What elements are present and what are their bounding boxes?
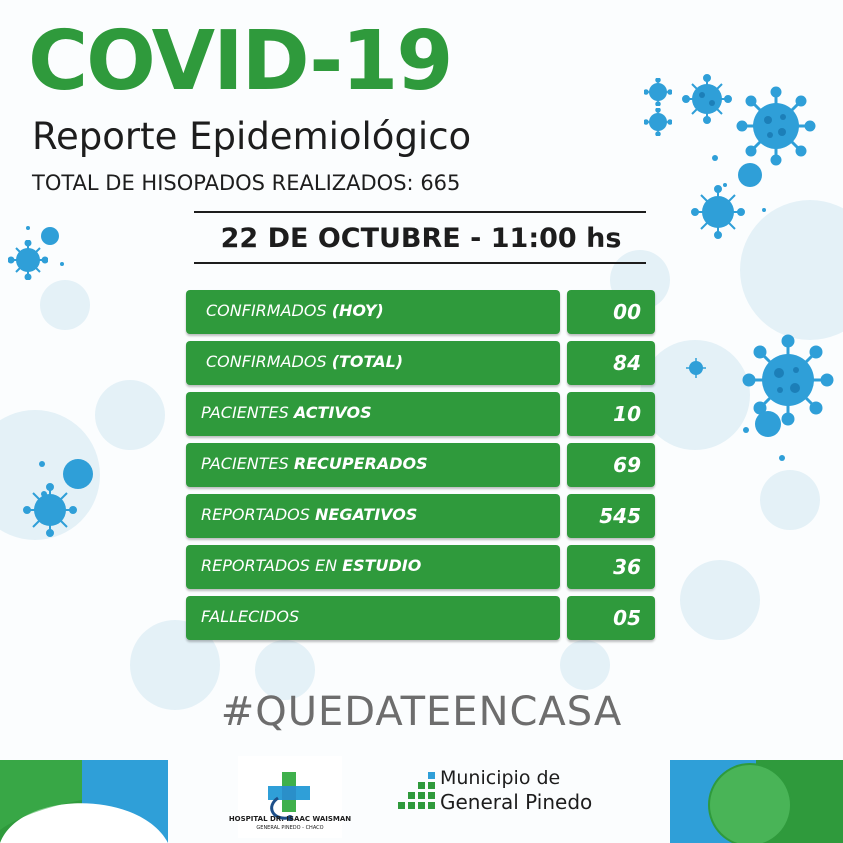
stat-label-text: CONFIRMADOS [206, 352, 332, 371]
dots-decoration [700, 140, 780, 220]
background-bubble [760, 470, 820, 530]
stat-value: 36 [567, 545, 655, 589]
date-rule-top [194, 211, 646, 213]
stat-value: 545 [567, 494, 655, 538]
stat-row-deceased [186, 596, 656, 642]
stat-row-negative [186, 494, 656, 540]
stat-label [186, 494, 560, 538]
stat-label-text: CONFIRMADOS [206, 301, 332, 320]
hospital-location: GENERAL PINEDO - CHACO [256, 825, 324, 831]
virus-icon [644, 78, 672, 106]
stat-label-emphasis: (TOTAL) [331, 352, 404, 371]
stat-label [186, 443, 560, 487]
background-bubble [680, 560, 760, 640]
stat-label [186, 341, 560, 385]
stat-value: 05 [567, 596, 655, 640]
background-bubble [560, 640, 610, 690]
stat-label [186, 596, 560, 640]
stat-label-emphasis: ACTIVOS [293, 403, 372, 422]
page-title: COVID-19 [28, 14, 452, 109]
stat-label-emphasis: (HOY) [331, 301, 384, 320]
stat-row-under-study [186, 545, 656, 591]
dots-decoration [20, 222, 70, 282]
background-bubble [740, 200, 843, 340]
background-bubble [40, 280, 90, 330]
dots-decoration [30, 458, 110, 518]
municipality-name-line1: Municipio de [440, 767, 561, 789]
page-subtitle: Reporte Epidemiológico [32, 115, 472, 158]
stat-label-text: FALLECIDOS [201, 607, 300, 626]
stat-row-confirmed-total [186, 341, 656, 387]
virus-icon [644, 108, 672, 136]
municipality-name-line2: General Pinedo [440, 790, 593, 814]
dots-decoration [740, 400, 800, 470]
stat-row-confirmed-today [186, 290, 656, 336]
stat-label-emphasis: RECUPERADOS [293, 454, 428, 473]
hospital-name: HOSPITAL DR. ISAAC WAISMAN [228, 815, 352, 823]
stat-value: 69 [567, 443, 655, 487]
municipality-logo-icon [398, 770, 438, 814]
date-rule-bottom [194, 262, 646, 264]
virus-icon [684, 356, 708, 380]
footer-decoration-right [670, 760, 843, 843]
stat-row-recovered [186, 443, 656, 489]
virus-icon [682, 74, 732, 124]
stat-row-active [186, 392, 656, 438]
stat-value: 00 [567, 290, 655, 334]
stat-label-text: REPORTADOS EN [201, 556, 343, 575]
stat-value: 84 [567, 341, 655, 385]
background-bubble [95, 380, 165, 450]
swabs-label: TOTAL DE HISOPADOS REALIZADOS: [32, 171, 414, 195]
stat-label-emphasis: ESTUDIO [342, 556, 422, 575]
stat-label [186, 392, 560, 436]
stat-label-text: PACIENTES [201, 403, 294, 422]
stat-label-text: REPORTADOS [201, 505, 315, 524]
swabs-total [32, 168, 460, 198]
swabs-value: 665 [420, 171, 461, 195]
stat-label [186, 290, 560, 334]
report-date: 22 DE OCTUBRE - 11:00 hs [220, 223, 622, 254]
hashtag-stay-home: #QUEDATEENCASA [220, 689, 623, 735]
footer-decoration-left [0, 760, 168, 843]
stat-label [186, 545, 560, 589]
stat-label-text: PACIENTES [201, 454, 294, 473]
stat-value: 10 [567, 392, 655, 436]
stat-label-emphasis: NEGATIVOS [315, 505, 418, 524]
